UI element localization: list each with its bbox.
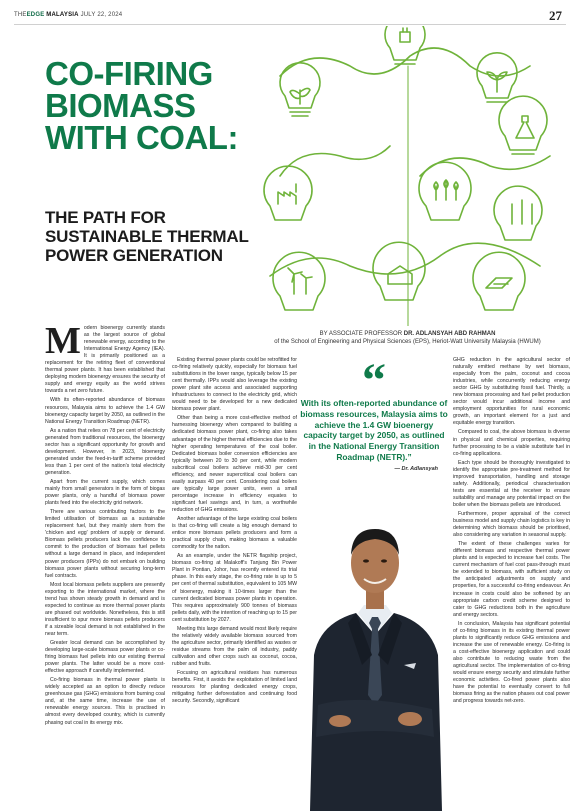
- page-header: [14, 9, 566, 25]
- author-name: DR. ADLANSYAH ABD RAHMAN: [403, 331, 496, 337]
- paragraph: Each type should be thoroughly investigated to identify the appropriate pre-treatment method for improved transportation, handling and storage safety. Additionally, periodical characterisation tests are essential at the receiver to ensure suitability and manage any potential impact on the boiler when the biomass pellets are introduced.: [453, 459, 570, 508]
- paragraph: Greater local demand can be accomplished by developing large-scale biomass power plants or co-firing biomass fuel pellets into our existing thermal power plants. The latter would be a more cost-effective approach if carefully implemented.: [45, 640, 165, 675]
- header-rule: [14, 24, 566, 25]
- paragraph: GHG reduction in the agricultural sector of naturally emitted methane by wet biomass, especially from the palm, coconut and cocoa industries, while concurrently reducing energy sector GHG by substituting fossil fuel. Thirdly, a new biomass processing and fuel pellet production sector would incur additional income and employment opportunities for rural economic growth, an important element for a just and equitable energy transition.: [453, 357, 570, 427]
- paragraph: There are various contributing factors to the limited utilisation of biomass as a sustainable replacement fuel, but they mainly stem from the 'chicken and egg' problem of supply or demand. Biomass pellets producers lack the confidence to commit to the production of biomass fuel pellets without a large demand in place, and independent power producers (IPPs) do not embark on building biomass power plants without securing long-term fuel contracts.: [45, 509, 165, 579]
- paragraph: Most local biomass pellets suppliers are presently exporting to the international market, where the trend has shown steady growth in demand and is expected to continue as more thermal power plants are phased out worldwide. Nonetheless, this is still insufficient to spur more biomass pellets producers if a sizeable local demand is not established in the near term.: [45, 581, 165, 637]
- byline-prefix: BY ASSOCIATE PROFESSOR: [319, 331, 403, 337]
- pull-quote: [300, 354, 448, 472]
- paragraph: Furthermore, proper appraisal of the correct business model and supply chain logistics is key in determining which biomass should be prioritised, also considering any variation in seasonal supply.: [453, 510, 570, 539]
- paragraph: With its often-reported abundance of biomass resources, Malaysia aims to achieve the 1.4 GW bioenergy capacity target by 2050, as outlined in the National Energy Transition Roadmap (NETR).: [45, 397, 165, 425]
- byline: [245, 330, 570, 346]
- page-number: 27: [549, 8, 562, 23]
- article-column-1: [45, 320, 165, 729]
- drop-cap: M: [45, 320, 81, 362]
- paragraph: Apart from the current supply, which comes mainly from small generators in the form of biogas power plants, only a handful of biomass power plants feed into the electricity grid network.: [45, 478, 165, 507]
- article-title: CO-FIRING BIOMASS WITH COAL:: [45, 55, 238, 156]
- paragraph-text: odern bioenergy currently stands as the largest source of global renewable energy, according to the International Energy Agency (IEA). It is primarily positioned as a replacement for the retiring fleet of conventional thermal power plants. It has been established that deploying modern bioenergy ensures the security of supply and energy equity as the world strives towards a net zero future.: [45, 325, 165, 395]
- author-affiliation: of the School of Engineering and Physical Sciences (EPS), Heriot-Watt University Malaysia (HWUM): [274, 339, 541, 345]
- article-subtitle: THE PATH FOR SUSTAINABLE THERMAL POWER GENERATION: [45, 208, 249, 265]
- article-column-3: [453, 357, 570, 707]
- paragraph: The extent of these challenges varies for different biomass and respective thermal power plants and is expected to increase fuel costs. The current mechanism of fuel cost pass-through must be extended to biomass, with sufficient study on the anticipated adjustments on supply and properties, for a successful co-firing endeavour. An increase in costs could also be softened by an appropriate carbon credit scheme designed to cater to GHG reductions both in the agriculture and energy sectors.: [453, 541, 570, 618]
- paragraph: [45, 320, 165, 395]
- pull-quote-text: With its often-reported abundance of biomass resources, Malaysia aims to achieve the 1.4 GW bioenergy capacity target by 2050, as outlined in the National Energy Transition Roadmap (NETR).”: [300, 398, 448, 462]
- paragraph: Meeting this large demand would most likely require the relatively widely available biomass sourced from the agriculture sector, primarily identified as wastes or residue streams from the palm oil industry, paddy cultivation and other crops such as coconut, cocoa, rubber and fruits.: [172, 625, 297, 667]
- paragraph: As a nation that relies on 78 per cent of electricity generated from traditional resources, the bioenergy sector has a significant opportunity for growth and development. However, in 2023, bioenergy generated under the feed-in-tariff scheme provided less than 1 per cent of the nation's total electricity generation.: [45, 427, 165, 476]
- brand-malaysia: MALAYSIA: [46, 12, 79, 18]
- paragraph: Co-firing biomass in thermal power plants is widely accepted as an option to directly reduce greenhouse gas (GHG) emissions from burning coal and, at the same time, increase the use of renewable energy sources. This is practised in almost every developed country, which is currently phasing out coal in its energy mix.: [45, 677, 165, 726]
- paragraph: As an example, under the NETR flagship project, biomass co-firing at Malakoff's Tanjung Bin Power Plant in Pontian, Johor, has recently entered its trial phase. In this early stage, the co-firing rate is up to 5 per cent of thermal substitution, equivalent to 105 MW of bioenergy, making it 10-times larger than the current dedicated biomass power plants in operation. This requires approximately 900 tonnes of biomass pellets daily, with the intention of reaching up to 15 per cent substitution by 2027.: [172, 553, 297, 623]
- author-portrait-photo: [300, 505, 450, 811]
- paragraph: Compared to coal, the above biomass is diverse in physical and chemical properties, requiring further processing to be a viable substitute fuel in co-firing applications.: [453, 429, 570, 457]
- article-column-2: [172, 357, 297, 707]
- quote-mark-icon: “: [362, 354, 386, 407]
- paragraph: In conclusion, Malaysia has significant potential of co-firing biomass in its existing thermal power plants to significantly reduce GHG emissions and increase the use of renewable energy. Co-firing is a cost-effective bioenergy application and could also contribute to reducing waste from the agricultural sector. The implementation of co-firing would ensure energy security and stimulate further economic activities. Co-fired power plants also have the potential to eventually convert to full biomass firing as the nation phases out coal power and progress towards net-zero.: [453, 620, 570, 705]
- bioenergy-lightbulbs-illustration: [250, 26, 566, 326]
- paragraph: Focusing on agricultural residues has numerous benefits. First, it avoids the exploitation of limited land resources for planting dedicated energy crops, mitigating further deforestation and continuing food security. Secondly, significant: [172, 670, 297, 705]
- brand-the: THE: [14, 12, 27, 18]
- publication-masthead: [14, 12, 122, 18]
- pull-quote-attribution: — Dr. Adlansyah: [394, 465, 438, 472]
- paragraph: Other than being a more cost-effective method of harnessing bioenergy when compared to building a dedicated biomass power plant, co-firing also takes advantage of the higher thermal efficiencies due to the higher operating temperatures of the coal boiler. Dedicated biomass boiler conversion efficiencies are typically between 20 to 30 per cent, while modern subcritical coal boilers achieve mid-30 per cent efficiency, and newer supercritical coal boilers can easily surpass 40 per cent. Considering coal boilers are typically large power units, even a small percentage increase in efficiency equates to significant fuel savings and, in turn, a worthwhile reduction of GHG emissions.: [172, 415, 297, 513]
- paragraph: Existing thermal power plants could be retrofitted for co-firing relatively quickly, especially for biomass fuel substitutions in the lower range, typically below 15 per cent thermally. IPPs would also leverage the existing power plant site access and associated supporting infrastructures to connect to the electricity grid, which would need to be developed for a new dedicated biomass power plant.: [172, 357, 297, 413]
- paragraph: Another advantage of the large existing coal boilers is that co-firing will create a big enough demand to entice more biomass pellets producers and form a practical supply chain, making biomass a valuable commodity for the nation.: [172, 516, 297, 551]
- brand-edge: EDGE: [26, 12, 45, 18]
- issue-date: JULY 22, 2024: [80, 12, 123, 18]
